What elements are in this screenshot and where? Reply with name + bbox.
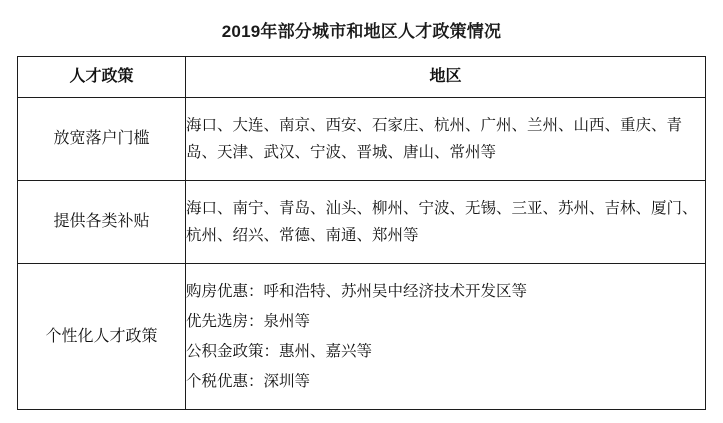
cell-region bbox=[186, 181, 706, 264]
table-header-row bbox=[18, 57, 706, 98]
cell-region bbox=[186, 264, 706, 410]
column-header-region: 地区 bbox=[186, 57, 706, 98]
cell-policy: 提供各类补贴 bbox=[18, 181, 186, 264]
region-text: 海口、南宁、青岛、汕头、柳州、宁波、无锡、三亚、苏州、吉林、厦门、杭州、绍兴、常德、南通、郑州等 bbox=[186, 200, 698, 244]
region-subline: 个税优惠：深圳等 bbox=[186, 373, 311, 390]
table-row bbox=[18, 181, 706, 264]
policy-table bbox=[17, 56, 706, 410]
table-row bbox=[18, 98, 706, 181]
cell-policy: 放宽落户门槛 bbox=[18, 98, 186, 181]
cell-policy: 个性化人才政策 bbox=[18, 264, 186, 410]
region-subline: 购房优惠：呼和浩特、苏州吴中经济技术开发区等 bbox=[186, 283, 528, 300]
page-title: 2019年部分城市和地区人才政策情况 bbox=[221, 22, 502, 41]
region-text: 海口、大连、南京、西安、石家庄、杭州、广州、兰州、山西、重庆、青岛、天津、武汉、宁波、晋城、唐山、常州等 bbox=[186, 117, 683, 161]
region-subline: 优先选房：泉州等 bbox=[186, 313, 311, 330]
region-subline: 公积金政策：惠州、嘉兴等 bbox=[186, 343, 373, 360]
table-row bbox=[18, 264, 706, 410]
column-header-policy: 人才政策 bbox=[18, 57, 186, 98]
cell-region bbox=[186, 98, 706, 181]
